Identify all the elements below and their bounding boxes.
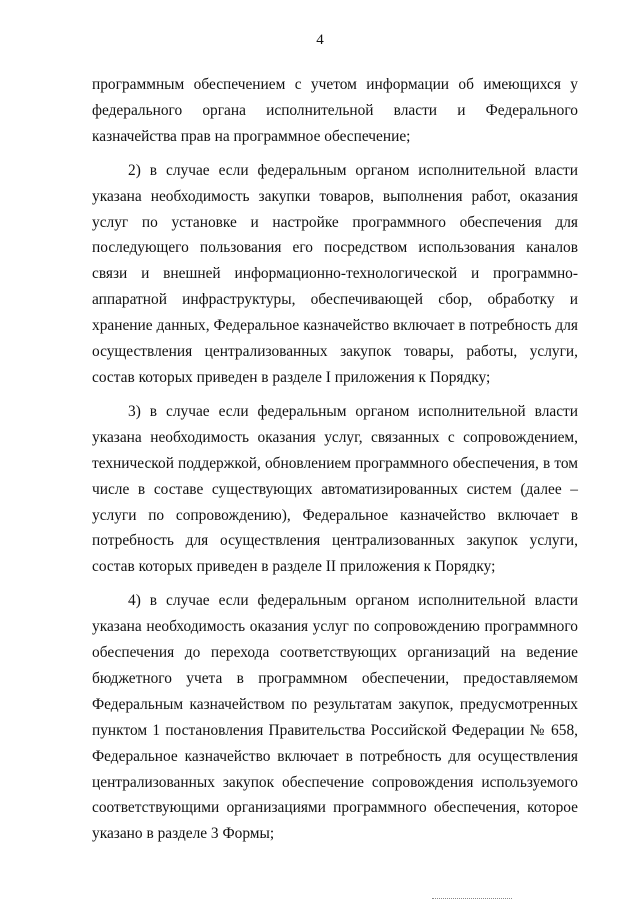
- document-body: [92, 72, 578, 855]
- paragraph-item-3: 3) в случае если федеральным органом исполнительной власти указана необходимость оказания услуг, связанных с сопровождением, технической поддержкой, обновлением программного обеспечения, в том числе в составе существующих автоматизированных систем (далее – услуги по сопровождению), Федеральное казначейство включает в потребность для осуществления централизованных закупок услуги, состав которых приведен в разделе II приложения к Порядку;: [92, 402, 578, 576]
- paragraph-item-2: 2) в случае если федеральным органом исполнительной власти указана необходимость закупки товаров, выполнения работ, оказания услуг по установке и настройке программного обеспечения для последующего пользования его посредством использования каналов связи и внешней информационно-технологической и программно-аппаратной инфраструктуры, обеспечивающей сбор, обработку и хранение данных, Федеральное казначейство включает в потребность для осуществления централизованных закупок товары, работы, услуги, состав которых приведен в разделе I приложения к Порядку;: [92, 161, 578, 386]
- paragraph-continuation: программным обеспечением с учетом информации об имеющихся у федерального органа исполнительной власти и Федерального казначейства прав на программное обеспечение;: [92, 76, 578, 145]
- scan-artifact: [432, 898, 512, 903]
- page-number: 4: [316, 32, 324, 48]
- paragraph-item-4: 4) в случае если федеральным органом исполнительной власти указана необходимость оказания услуг по сопровождению программного обеспечения до перехода соответствующих организаций на ведение бюджетного учета в программном обеспечении, предоставляемом Федеральным казначейством по результатам закупок, предусмотренных пунктом 1 постановления Правительства Российской Федерации № 658, Федеральное казначейство включает в потребность для осуществления централизованных закупок обеспечение сопровождения используемого соответствующими организациями программного обеспечения, которое указано в разделе 3 Формы;: [92, 592, 578, 843]
